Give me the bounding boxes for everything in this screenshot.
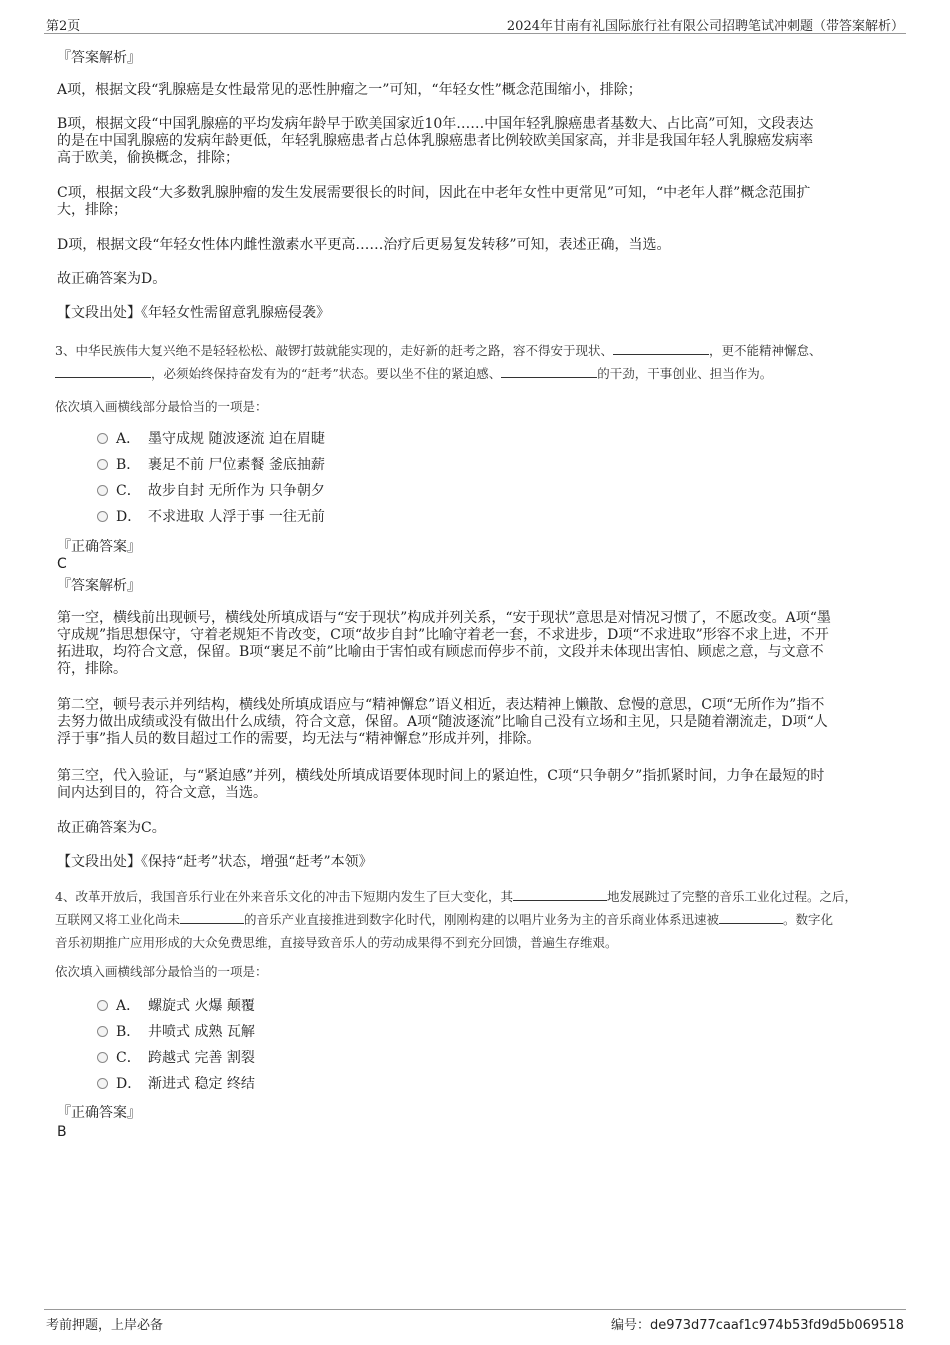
q2-conclusion: 故正确答案为D。 (57, 271, 167, 287)
q2-analysis-b-line1: B项，根据文段“中国乳腺癌的平均发病年龄早于欧美国家近10年……中国年轻乳腺癌患者基数大、占比高”可知，文段表达 (57, 116, 814, 132)
q4-stem-line1 (55, 885, 895, 908)
option-text: 螺旋式 火爆 颠覆 (148, 998, 255, 1014)
q3-explanation-1-line4: 符，排除。 (57, 661, 127, 677)
q3-explanation-2 (57, 697, 897, 748)
header-divider (44, 33, 906, 34)
q2-analysis-c (57, 185, 897, 219)
blank-2 (55, 365, 151, 378)
radio-icon[interactable] (97, 433, 108, 444)
q3-stem-text: 3、中华民族伟大复兴绝不是轻轻松松、敲锣打鼓就能实现的，走好新的赶考之路，容不得安于现状、 (55, 343, 613, 358)
q3-answer: C (57, 556, 67, 572)
q3-explanation-2-line1: 第二空，顿号表示并列结构，横线处所填成语应与“精神懈怠”语义相近，表达精神上懒散、怠慢的意思，C项“无所作为”指不 (57, 697, 825, 713)
q2-analysis-d: D项，根据文段“年轻女性体内雌性激素水平更高……治疗后更易复发转移”可知，表述正确，当选。 (57, 237, 671, 253)
option-text: 不求进取 人浮于事 一往无前 (148, 509, 325, 525)
q4-stem-line2 (55, 908, 895, 931)
q4-stem (55, 885, 895, 954)
q2-source: 【文段出处】《年轻女性需留意乳腺癌侵袭》 (57, 305, 330, 321)
blank-2 (180, 911, 244, 924)
q2-analysis-c-line1: C项，根据文段“大多数乳腺肿瘤的发生发展需要很长的时间，因此在中老年女性中更常见”可知，“中老年人群”概念范围扩 (57, 185, 811, 201)
q4-stem-text: 的音乐产业直接推进到数字化时代，刚刚构建的以唱片业务为主的音乐商业体系迅速被 (244, 912, 720, 927)
q4-option-d[interactable] (97, 1076, 255, 1093)
q3-explanation-1-line2: 守成规”指思想保守，守着老规矩不肯改变，C项“故步自封”比喻守着老一套，不求进步，D项“不求进取”形容不求上进，不开 (57, 627, 829, 643)
q4-option-b[interactable] (97, 1024, 255, 1041)
radio-icon[interactable] (97, 1026, 108, 1037)
q3-option-a[interactable] (97, 431, 325, 448)
option-letter: A． (116, 998, 141, 1014)
q2-analysis-b-line2: 的是在中国乳腺癌的发病年龄更低，年轻乳腺癌患者占总体乳腺癌患者比例较欧美国家高，并非是我国年轻人乳腺癌发病率 (57, 133, 813, 149)
q3-stem-line1 (55, 339, 895, 362)
q3-explanation-1 (57, 610, 897, 678)
footer-divider (44, 1309, 906, 1310)
q4-option-c[interactable] (97, 1050, 255, 1067)
q2-analysis-label: 『答案解析』 (57, 50, 141, 66)
radio-icon[interactable] (97, 1078, 108, 1089)
q3-stem (55, 339, 895, 385)
document-code-label: 编号： (610, 1318, 650, 1333)
blank-1 (613, 342, 709, 355)
document-title: 2024年甘南有礼国际旅行社有限公司招聘笔试冲刺题（带答案解析） (506, 19, 904, 34)
q4-stem-text: 4、改革开放后，我国音乐行业在外来音乐文化的冲击下短期内发生了巨大变化，其 (55, 889, 513, 904)
blank-1 (513, 888, 607, 901)
q3-option-d[interactable] (97, 509, 325, 526)
q3-stem-line2 (55, 362, 895, 385)
q3-explanation-2-line3: 浮于事”指人员的数目超过工作的需要，均无法与“精神懈怠”形成并列，排除。 (57, 731, 541, 747)
option-text: 墨守成规 随波逐流 迫在眉睫 (148, 431, 325, 447)
document-code (611, 1314, 904, 1333)
q3-prompt: 依次填入画横线部分最恰当的一项是： (55, 399, 268, 414)
q3-explanation-3 (57, 768, 897, 802)
q4-answer-label: 『正确答案』 (57, 1105, 141, 1121)
radio-icon[interactable] (97, 459, 108, 470)
q3-explanation-3-line2: 间内达到目的，符合文意，当选。 (57, 785, 267, 801)
q3-explanation-3-line1: 第三空，代入验证，与“紧迫感”并列，横线处所填成语要体现时间上的紧迫性，C项“只争朝夕”指抓紧时间，力争在最短的时 (57, 768, 825, 784)
option-letter: A． (116, 431, 141, 447)
radio-icon[interactable] (97, 511, 108, 522)
q3-option-c[interactable] (97, 483, 325, 500)
option-letter: D． (116, 1076, 142, 1092)
q2-analysis-b (57, 116, 897, 167)
q4-stem-text: 互联网又将工业化尚未 (55, 912, 181, 927)
option-letter: C． (116, 483, 141, 499)
option-letter: C． (116, 1050, 141, 1066)
q4-stem-text: 地发展跳过了完整的音乐工业化过程。之后， (606, 889, 857, 904)
blank-3 (501, 365, 597, 378)
option-text: 裹足不前 尸位素餐 釜底抽薪 (148, 457, 325, 473)
q2-analysis-b-line3: 高于欧美，偷换概念，排除； (57, 150, 239, 166)
q4-stem-text: 。数字化 (783, 912, 834, 927)
q2-analysis-a: A项，根据文段“乳腺癌是女性最常见的恶性肿瘤之一”可知，“年轻女性”概念范围缩小，排除； (57, 82, 642, 98)
q3-option-b[interactable] (97, 457, 325, 474)
radio-icon[interactable] (97, 1052, 108, 1063)
q3-stem-text: ，更不能精神懈怠、 (708, 343, 822, 358)
q4-answer: B (57, 1124, 67, 1140)
option-letter: B． (116, 457, 141, 473)
option-letter: D． (116, 509, 142, 525)
q3-explanation-1-line1: 第一空，横线前出现顿号，横线处所填成语与“安于现状”构成并列关系，“安于现状”意思是对情况习惯了，不愿改变。A项“墨 (57, 610, 831, 626)
blank-3 (719, 911, 783, 924)
option-text: 跨越式 完善 割裂 (148, 1050, 255, 1066)
q3-stem-text: ，必须始终保持奋发有为的“赶考”状态。要以坐不住的紧迫感、 (151, 366, 502, 381)
option-letter: B． (116, 1024, 141, 1040)
q2-analysis-c-line2: 大，排除； (57, 202, 127, 218)
radio-icon[interactable] (97, 485, 108, 496)
q3-analysis-label: 『答案解析』 (57, 578, 141, 594)
footer-slogan: 考前押题，上岸必备 (46, 1318, 164, 1333)
option-text: 井喷式 成熟 瓦解 (148, 1024, 255, 1040)
page-number: 第2页 (46, 19, 81, 34)
q3-conclusion: 故正确答案为C。 (57, 820, 166, 836)
q3-explanation-2-line2: 去努力做出成绩或没有做出什么成绩，符合文意，保留。A项“随波逐流”比喻自己没有立场和主见，只是随着潮流走，D项“人 (57, 714, 828, 730)
q3-answer-label: 『正确答案』 (57, 539, 141, 555)
q4-stem-line3: 音乐初期推广应用形成的大众免费思维，直接导致音乐人的劳动成果得不到充分回馈，普遍生存维艰。 (55, 935, 618, 950)
radio-icon[interactable] (97, 1000, 108, 1011)
q3-stem-text: 的干劲，干事创业、担当作为。 (597, 366, 773, 381)
q3-source: 【文段出处】《保持“赶考”状态，增强“赶考”本领》 (57, 854, 373, 870)
q3-explanation-1-line3: 拓进取，均符合文意，保留。B项“裹足不前”比喻由于害怕或有顾虑而停步不前，文段并未体现出害怕、顾虑之意，与文意不 (57, 644, 824, 660)
option-text: 渐进式 稳定 终结 (148, 1076, 255, 1092)
option-text: 故步自封 无所作为 只争朝夕 (148, 483, 325, 499)
document-code-value: de973d77caaf1c974b53fd9d5b069518 (649, 1318, 904, 1333)
q4-option-a[interactable] (97, 998, 255, 1015)
q4-prompt: 依次填入画横线部分最恰当的一项是： (55, 964, 268, 979)
